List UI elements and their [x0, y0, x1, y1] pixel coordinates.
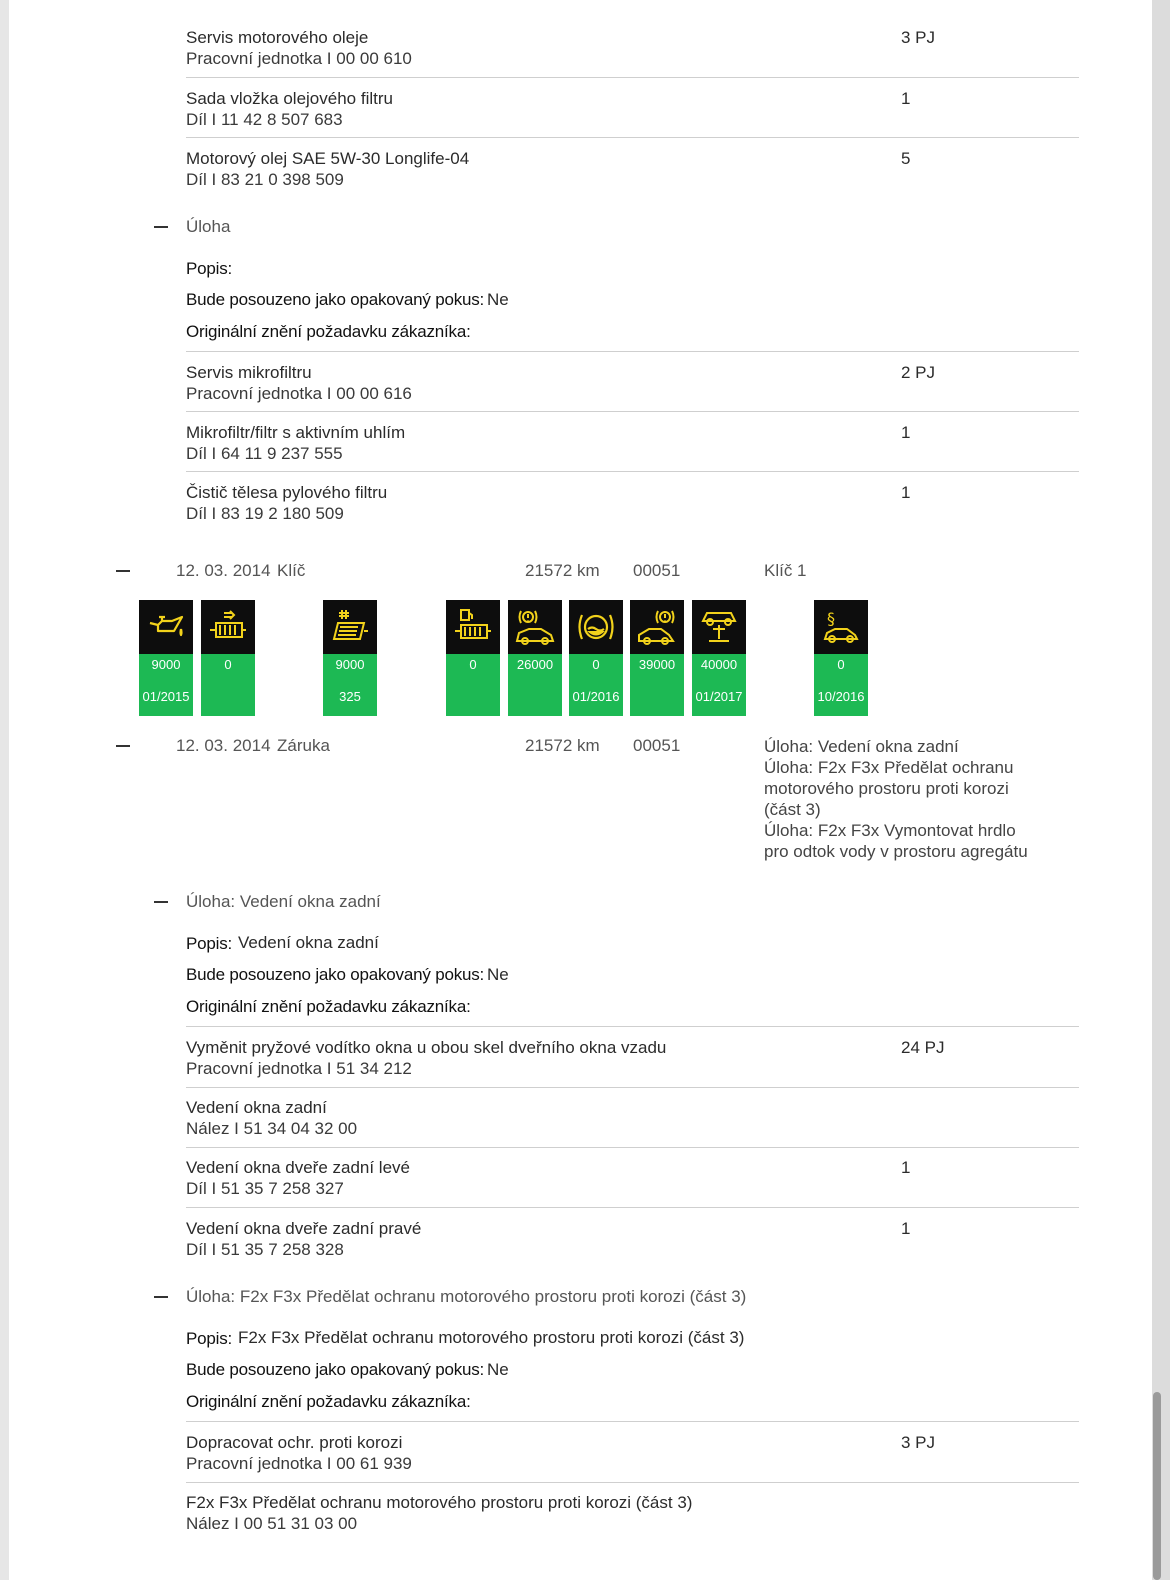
- collapse-entry-toggle[interactable]: [116, 745, 130, 747]
- entry-date: 12. 03. 2014: [176, 561, 271, 580]
- divider: [186, 1147, 1079, 1148]
- item-reference: Díl I 51 35 7 258 327: [186, 1179, 344, 1198]
- item-title: Vyměnit pryžové vodítko okna u obou skel dveřního okna vzadu: [186, 1038, 667, 1057]
- item-quantity: 1: [901, 423, 911, 442]
- item-quantity: 1: [901, 1158, 911, 1177]
- item-reference: Pracovní jednotka I 00 00 610: [186, 49, 412, 68]
- entry-task-note: Úloha: F2x F3x Vymontovat hrdlo pro odtok vody v prostoru agregátu: [764, 821, 1028, 861]
- oil-can-icon: [139, 600, 193, 654]
- service-tile-engine-filter[interactable]: [201, 600, 255, 716]
- item-title: Vedení okna zadní: [186, 1098, 327, 1117]
- item-reference: Díl I 11 42 8 507 683: [186, 110, 343, 129]
- repeat-attempt-value: Ne: [487, 965, 509, 984]
- microfilter-icon: [323, 600, 377, 654]
- item-quantity: 1: [901, 483, 911, 502]
- popis-label: Popis:: [186, 1329, 233, 1348]
- item-reference: Pracovní jednotka I 00 61 939: [186, 1454, 412, 1473]
- task-heading: Úloha: [186, 217, 231, 236]
- service-tile-fuel-filter[interactable]: [446, 600, 500, 716]
- tile-date: 325: [339, 689, 361, 704]
- item-title: Servis motorového oleje: [186, 28, 369, 47]
- entry-code: 00051: [633, 561, 681, 580]
- item-reference: Pracovní jednotka I 51 34 212: [186, 1059, 412, 1078]
- service-tile-inspection[interactable]: [814, 600, 868, 716]
- item-quantity: 2 PJ: [901, 363, 936, 382]
- fuel-filter-icon: [446, 600, 500, 654]
- entry-code: 00051: [633, 736, 681, 755]
- service-tile-microfilter[interactable]: [323, 600, 377, 716]
- item-quantity: 1: [901, 1219, 911, 1238]
- popis-label: Popis:: [186, 934, 233, 953]
- service-tile-vehicle-check[interactable]: [692, 600, 746, 716]
- rear-brakes-icon: [630, 600, 684, 654]
- item-title: Dopracovat ochr. proti korozi: [186, 1433, 403, 1452]
- repeat-attempt-label: Bude posouzeno jako opakovaný pokus:: [186, 965, 485, 984]
- entry-type: Záruka: [277, 736, 330, 755]
- divider: [186, 1482, 1079, 1483]
- original-request-label: Originální znění požadavku zákazníka:: [186, 997, 471, 1016]
- divider: [186, 137, 1079, 138]
- entry-mileage: 21572 km: [525, 561, 600, 580]
- tile-value: 0: [469, 657, 477, 672]
- task-heading: Úloha: Vedení okna zadní: [186, 892, 381, 911]
- item-reference: Nález I 00 51 31 03 00: [186, 1514, 358, 1533]
- service-history-page: [9, 0, 1152, 1580]
- divider: [186, 411, 1079, 412]
- collapse-task-toggle[interactable]: [154, 901, 168, 903]
- engine-filter-icon: [201, 600, 255, 654]
- tile-date: 01/2017: [695, 689, 743, 704]
- collapse-task-toggle[interactable]: [154, 1296, 168, 1298]
- item-quantity: 1: [901, 89, 911, 108]
- repeat-attempt-value: Ne: [487, 1360, 509, 1379]
- original-request-label: Originální znění požadavku zákazníka:: [186, 1392, 471, 1411]
- brake-fluid-icon: [569, 600, 623, 654]
- item-title: Mikrofiltr/filtr s aktivním uhlím: [186, 423, 406, 442]
- scrollbar-thumb[interactable]: [1153, 1392, 1161, 1580]
- vehicle-check-icon: [692, 600, 746, 654]
- tile-value: 40000: [700, 657, 738, 672]
- item-reference: Nález I 51 34 04 32 00: [186, 1119, 358, 1138]
- tile-date: 10/2016: [817, 689, 865, 704]
- tile-value: 0: [224, 657, 232, 672]
- item-title: F2x F3x Předělat ochranu motorového prostoru proti korozi (část 3): [186, 1493, 693, 1512]
- divider: [186, 1421, 1079, 1422]
- scrollbar-track[interactable]: [1152, 0, 1170, 1580]
- entry-note: Klíč 1: [764, 561, 807, 580]
- divider: [186, 1087, 1079, 1088]
- service-tile-rear-brakes[interactable]: [630, 600, 684, 716]
- collapse-entry-toggle[interactable]: [116, 570, 130, 572]
- collapse-task-toggle[interactable]: [154, 226, 168, 228]
- service-tile-front-brakes[interactable]: [508, 600, 562, 716]
- item-quantity: 3 PJ: [901, 28, 936, 47]
- repeat-attempt-value: Ne: [487, 290, 509, 309]
- entry-type: Klíč: [277, 561, 306, 580]
- item-title: Vedení okna dveře zadní pravé: [186, 1219, 422, 1238]
- tile-date: 01/2016: [572, 689, 620, 704]
- divider: [186, 77, 1079, 78]
- item-reference: Pracovní jednotka I 00 00 616: [186, 384, 412, 403]
- tile-value: 9000: [335, 657, 365, 672]
- entry-task-note: Úloha: Vedení okna zadní: [764, 737, 959, 756]
- tile-value: 0: [592, 657, 600, 672]
- item-title: Vedení okna dveře zadní levé: [186, 1158, 410, 1177]
- item-quantity: 5: [901, 149, 911, 168]
- popis-label: Popis:: [186, 259, 233, 278]
- service-tile-brake-fluid[interactable]: [569, 600, 623, 716]
- divider: [186, 1026, 1079, 1027]
- entry-mileage: 21572 km: [525, 736, 600, 755]
- item-title: Motorový olej SAE 5W-30 Longlife-04: [186, 149, 470, 168]
- item-quantity: 24 PJ: [901, 1038, 945, 1057]
- tile-value: 39000: [638, 657, 676, 672]
- repeat-attempt-label: Bude posouzeno jako opakovaný pokus:: [186, 1360, 485, 1379]
- item-quantity: 3 PJ: [901, 1433, 936, 1452]
- divider: [186, 1207, 1079, 1208]
- entry-date: 12. 03. 2014: [176, 736, 271, 755]
- item-reference: Díl I 64 11 9 237 555: [186, 444, 343, 463]
- repeat-attempt-label: Bude posouzeno jako opakovaný pokus:: [186, 290, 485, 309]
- original-request-label: Originální znění požadavku zákazníka:: [186, 322, 471, 341]
- divider: [186, 351, 1079, 352]
- front-brakes-icon: [508, 600, 562, 654]
- tile-value: 9000: [151, 657, 181, 672]
- item-title: Servis mikrofiltru: [186, 363, 312, 382]
- divider: [186, 471, 1079, 472]
- entry-task-list: [764, 736, 1044, 862]
- item-reference: Díl I 83 21 0 398 509: [186, 170, 344, 189]
- task-heading: Úloha: F2x F3x Předělat ochranu motorového prostoru proti korozi (část 3): [186, 1287, 747, 1306]
- item-reference: Díl I 83 19 2 180 509: [186, 504, 344, 523]
- item-reference: Díl I 51 35 7 258 328: [186, 1240, 344, 1259]
- popis-value: Vedení okna zadní: [238, 933, 379, 952]
- tile-date: 01/2015: [142, 689, 190, 704]
- popis-value: F2x F3x Předělat ochranu motorového prostoru proti korozi (část 3): [238, 1328, 745, 1347]
- item-title: Čistič tělesa pylového filtru: [186, 483, 388, 502]
- service-tile-oil[interactable]: [139, 600, 193, 716]
- inspection-law-icon: [814, 600, 868, 654]
- svg-text:§: §: [827, 609, 835, 628]
- tile-value: 26000: [516, 657, 554, 672]
- tile-value: 0: [837, 657, 845, 672]
- item-title: Sada vložka olejového filtru: [186, 89, 393, 108]
- entry-task-note: Úloha: F2x F3x Předělat ochranu motorového prostoru proti korozi (část 3): [764, 758, 1014, 819]
